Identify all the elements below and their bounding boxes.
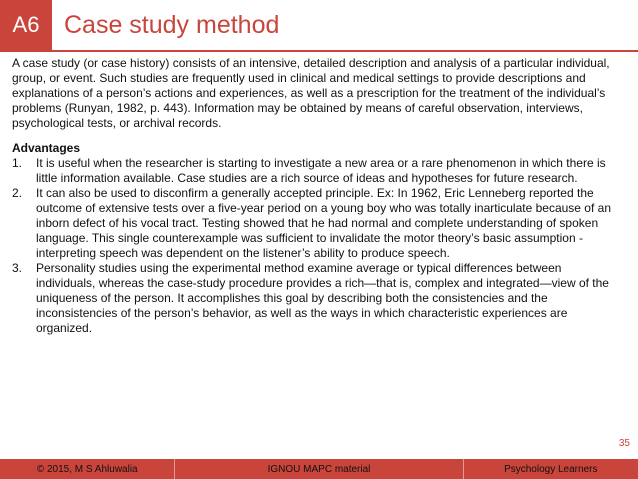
advantage-number: 2. [12, 186, 23, 200]
slide-header [0, 0, 638, 50]
advantage-text: It can also be used to disconfirm a generally accepted principle. Ex: In 1962, Eric Lenneberg reported the outcome of extensive tests over a five-year period on a young boy who was totally inarticulate because of an inborn defect of his vocal tract. Testing showed that he had normal and complete understanding of spoken language. This single counterexample was sufficient to invalidate the motor theory’s basic assumption - interpreting speech was dependent on the listener’s ability to produce speech. [36, 186, 611, 260]
advantage-number: 1. [12, 156, 23, 170]
slide-title: Case study method [64, 11, 280, 39]
advantages-list [12, 156, 622, 336]
footer-bar [0, 459, 638, 479]
advantage-item-1 [12, 156, 622, 186]
advantage-item-2 [12, 186, 622, 261]
header-divider [0, 50, 638, 52]
advantage-number: 3. [12, 261, 23, 275]
advantage-text: It is useful when the researcher is starting to investigate a new area or a rare phenomenon in which there is little information available. Case studies are a rich source of ideas and hypotheses for future research. [36, 156, 606, 185]
page-number: 35 [618, 438, 630, 449]
advantage-item-3 [12, 261, 622, 336]
footer-brand: Psychology Learners [504, 463, 598, 475]
slide-content [12, 56, 622, 336]
slide-tag: A6 [0, 0, 52, 50]
footer-copyright: © 2015, M S Ahluwalia [36, 463, 138, 475]
intro-paragraph: A case study (or case history) consists of an intensive, detailed description and analysis of a particular individual, group, or event. Such studies are frequently used in clinical and medical settings to provide descriptions and explanations of a person’s actions and experiences, as well as a prescription for the treatment of the individual’s problems (Runyan, 1982, p. 443). Information may be obtained by means of careful observation, interviews, psychological tests, or archival records. [12, 56, 610, 130]
footer-source: IGNOU MAPC material [267, 463, 371, 475]
advantage-text: Personality studies using the experimental method examine average or typical differences between individuals, whereas the case-study procedure provides a rich—that is, complex and integrated—view of the uniqueness of the person. It accomplishes this goal by describing both the consistencies and the inconsistencies of the person’s behavior, as well as the ways in which characteristic experiences are organized. [36, 261, 609, 335]
advantages-heading: Advantages [12, 141, 81, 155]
